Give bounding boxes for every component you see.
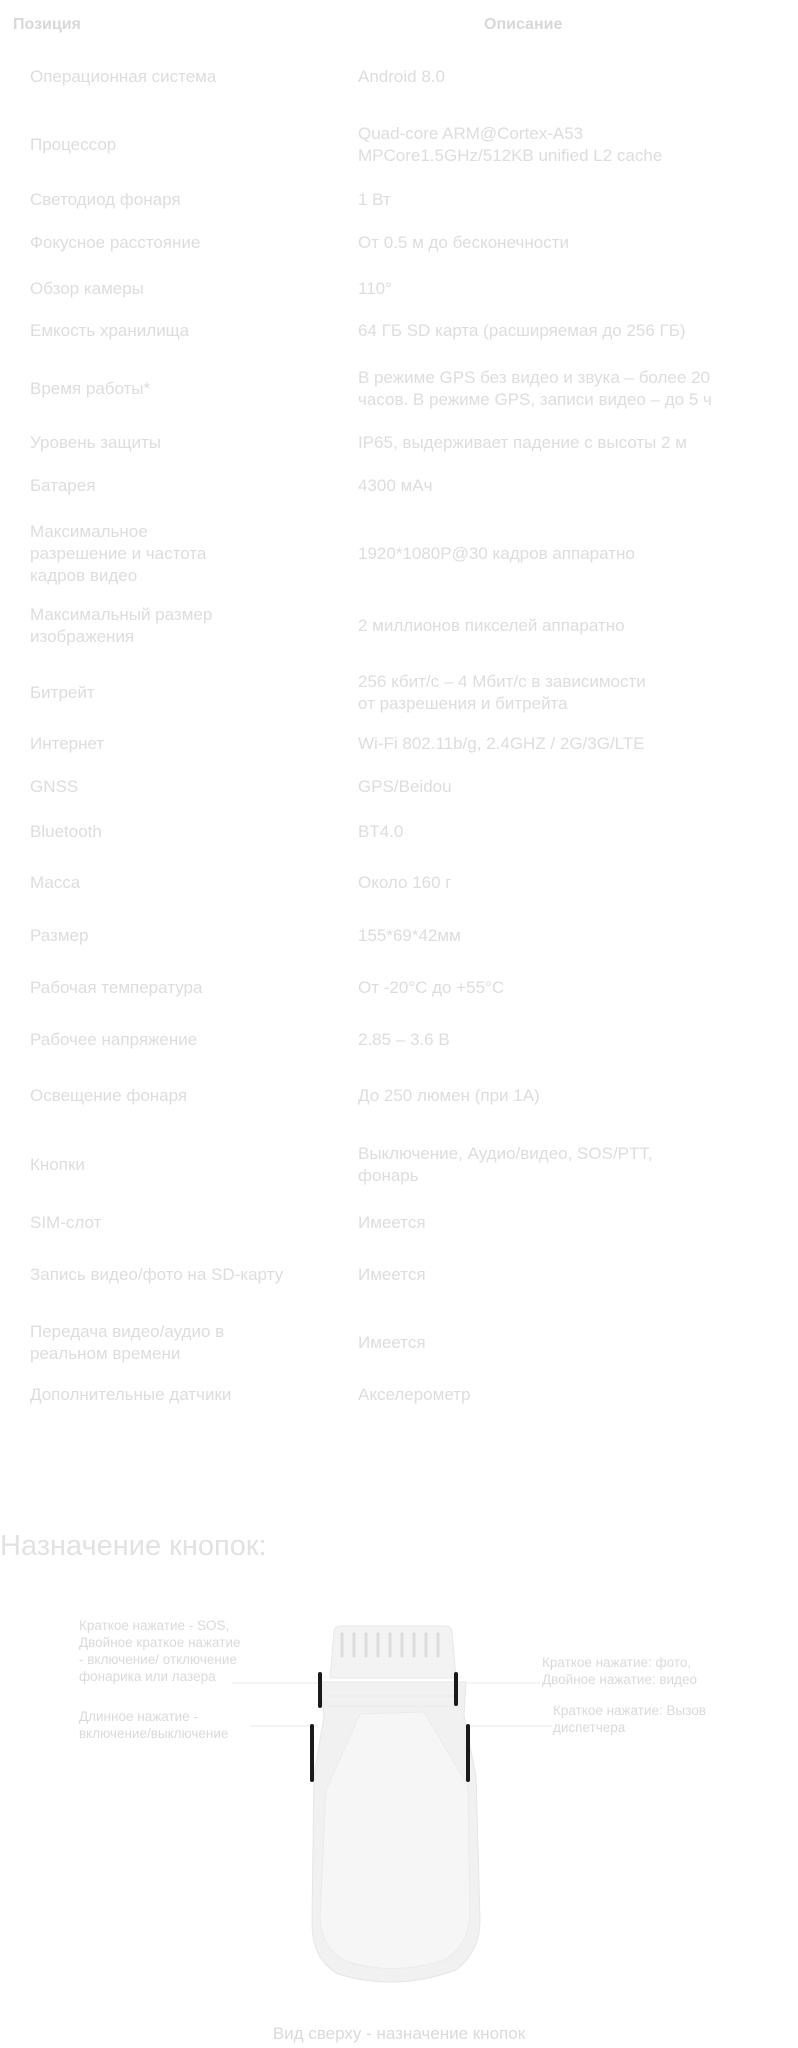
cell-description: 1 Вт bbox=[358, 190, 391, 209]
table-header bbox=[0, 16, 798, 36]
cell-position: Светодиод фонаря bbox=[30, 190, 181, 209]
cell-position: Освещение фонаря bbox=[30, 1086, 188, 1105]
cell-position: Bluetooth bbox=[30, 822, 102, 841]
annotation-photo-video-button: Краткое нажатие: фото, Двойное нажатие: видео bbox=[542, 1655, 697, 1687]
cell-description: Акселерометр bbox=[358, 1385, 471, 1404]
section-title: Назначение кнопок: bbox=[0, 1530, 267, 1562]
cell-position: Дополнительные датчики bbox=[30, 1385, 232, 1404]
diagram-caption: Вид сверху - назначение кнопок bbox=[272, 2024, 526, 2043]
cell-position: Емкость хранилища bbox=[30, 321, 190, 340]
cell-position: SIM-слот bbox=[30, 1213, 102, 1232]
cell-position: Максимальное разрешение и частота кадров видео bbox=[30, 522, 207, 585]
cell-position: Обзор камеры bbox=[30, 279, 144, 298]
cell-position: Операционная система bbox=[30, 67, 217, 86]
annotation-dispatcher-button: Краткое нажатие: Вызов диспетчера bbox=[553, 1703, 706, 1735]
cell-position: Размер bbox=[30, 926, 89, 945]
cell-position: Битрейт bbox=[30, 683, 95, 702]
cell-description: Quad-core ARM@Cortex-A53 MPCore1.5GHz/512KB unified L2 cache bbox=[358, 124, 663, 165]
cell-position: Масса bbox=[30, 873, 81, 892]
cell-position: Процессор bbox=[30, 135, 117, 154]
cell-description: BT4.0 bbox=[358, 822, 404, 841]
cell-description: Имеется bbox=[358, 1333, 426, 1352]
cell-description: Выключение, Аудио/видео, SOS/PTT, фонарь bbox=[358, 1144, 653, 1185]
cell-description: IP65, выдерживает падение с высоты 2 м bbox=[358, 433, 687, 452]
cell-description: От 0.5 м до бесконечности bbox=[358, 233, 569, 252]
cell-position: Передача видео/аудио в реальном времени bbox=[30, 1322, 225, 1363]
cell-description: До 250 люмен (при 1А) bbox=[358, 1086, 540, 1105]
annotation-sos-button: Краткое нажатие - SOS, Двойное краткое нажатие - включение/ отключение фонарика или лазера bbox=[79, 1618, 241, 1684]
cell-description: Wi-Fi 802.11b/g, 2.4GHZ / 2G/3G/LTE bbox=[358, 734, 645, 753]
cell-description: В режиме GPS без видео и звука – более 20 часов. В режиме GPS, записи видео – до 5 ч bbox=[358, 368, 712, 409]
cell-description: От -20°C до +55°C bbox=[358, 978, 505, 997]
cell-position: Запись видео/фото на SD-карту bbox=[30, 1265, 284, 1284]
cell-position: Уровень защиты bbox=[30, 433, 161, 452]
device-diagram bbox=[0, 1600, 798, 2020]
cell-description: 64 ГБ SD карта (расширяемая до 256 ГБ) bbox=[358, 321, 686, 340]
cell-description: Около 160 г bbox=[358, 873, 452, 892]
cell-description: 110° bbox=[358, 279, 392, 298]
header-description: Описание bbox=[484, 16, 563, 33]
photo-video-button-mark bbox=[454, 1672, 458, 1706]
power-button-mark bbox=[310, 1724, 314, 1782]
cell-position: Рабочее напряжение bbox=[30, 1030, 198, 1049]
dispatcher-button-mark bbox=[466, 1724, 470, 1782]
cell-description: Android 8.0 bbox=[358, 67, 445, 86]
cell-description: 155*69*42мм bbox=[358, 926, 461, 945]
cell-position: Максимальный размер изображения bbox=[30, 605, 213, 646]
cell-description: 1920*1080P@30 кадров аппаратно bbox=[358, 544, 635, 563]
cell-position: Рабочая температура bbox=[30, 978, 203, 997]
header-position: Позиция bbox=[13, 16, 81, 33]
cell-description: 4300 мАч bbox=[358, 476, 433, 495]
cell-description: Имеется bbox=[358, 1213, 426, 1232]
cell-position: Кнопки bbox=[30, 1155, 85, 1174]
cell-position: Интернет bbox=[30, 734, 105, 753]
cell-description: 2.85 – 3.6 В bbox=[358, 1030, 450, 1049]
cell-description: 256 кбит/с – 4 Мбит/с в зависимости от разрешения и битрейта bbox=[358, 672, 646, 713]
annotation-power-button: Длинное нажатие - включение/выключение bbox=[79, 1709, 229, 1741]
sos-button-mark bbox=[318, 1672, 322, 1708]
cell-description: 2 миллионов пикселей аппаратно bbox=[358, 616, 625, 635]
cell-position: Время работы* bbox=[30, 379, 151, 398]
cell-position: Фокусное расстояние bbox=[30, 233, 201, 252]
cell-description: Имеется bbox=[358, 1265, 426, 1284]
cell-position: Батарея bbox=[30, 476, 96, 495]
cell-position: GNSS bbox=[30, 777, 79, 796]
cell-description: GPS/Beidou bbox=[358, 777, 452, 796]
